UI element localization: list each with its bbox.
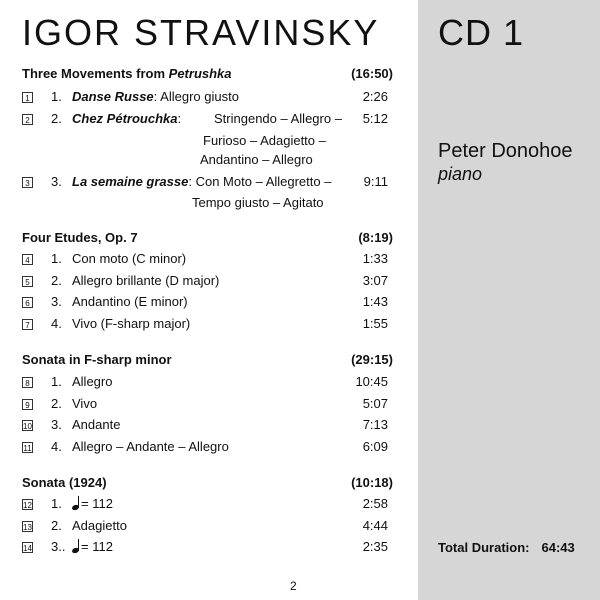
track-number-box: 12	[23, 501, 32, 510]
track-number-box: 13	[23, 523, 32, 532]
section-title-text: Three Movements from	[22, 66, 169, 81]
section-duration: (29:15)	[351, 352, 393, 367]
track-title: Allegro – Andante – Allegro	[72, 439, 229, 454]
track-time: 1:43	[362, 294, 388, 309]
track-number-box: 2	[22, 114, 33, 125]
track-time: 2:35	[362, 539, 388, 554]
tempo-marking: = 112	[81, 496, 113, 511]
track-title: Vivo	[72, 396, 98, 411]
quarter-note-icon	[72, 539, 79, 553]
section-title: Sonata in F-sharp minor	[22, 352, 172, 367]
track-time: 6:09	[362, 439, 388, 454]
tempo-marking: = 112	[81, 539, 113, 554]
section-title	[22, 66, 232, 81]
track-title: Andantino (E minor)	[72, 294, 188, 309]
track-number-box: 7	[22, 319, 33, 330]
movement-number: 4.	[51, 316, 62, 331]
track-number-box: 3	[22, 177, 33, 188]
track-title	[72, 539, 113, 554]
movement-number: 3.	[51, 294, 62, 309]
movement-number: 3.	[51, 417, 62, 432]
track-title-italic: Chez Pétrouchka	[72, 111, 178, 126]
track-title	[72, 111, 181, 126]
track-time: 2:58	[362, 496, 388, 511]
track-title-italic: Danse Russe	[72, 89, 154, 104]
movement-number: 1.	[51, 251, 62, 266]
track-number-box: 14	[23, 544, 32, 553]
section-duration: (8:19)	[358, 230, 393, 245]
track-time: 5:07	[362, 396, 388, 411]
movement-number: 1.	[51, 496, 62, 511]
track-number-box: 8	[22, 377, 33, 388]
track-number-box: 11	[23, 444, 32, 453]
track-number-box: 5	[22, 276, 33, 287]
performer-instrument: piano	[438, 164, 483, 184]
track-time: 7:13	[362, 417, 388, 432]
track-title: Allegro	[72, 374, 113, 389]
movement-number: 2.	[51, 396, 62, 411]
tempo-line: Stringendo – Allegro –	[214, 111, 342, 126]
track-title: Allegro brillante (D major)	[72, 273, 220, 288]
track-title	[72, 174, 331, 189]
movement-number: 2.	[51, 273, 62, 288]
section-title: Four Etudes, Op. 7	[22, 230, 138, 245]
track-title: Andante	[72, 417, 121, 432]
track-number-box: 9	[22, 399, 33, 410]
movement-number: 4.	[51, 439, 62, 454]
track-title: Adagietto	[72, 518, 127, 533]
movement-number: 3..	[51, 539, 66, 554]
track-time: 2:26	[362, 89, 388, 104]
quarter-note-icon	[72, 496, 79, 510]
track-time: 4:44	[362, 518, 388, 533]
track-number-box: 6	[22, 297, 33, 308]
separator: :	[177, 111, 182, 126]
track-title: Vivo (F-sharp major)	[72, 316, 191, 331]
track-time: 5:12	[362, 111, 388, 126]
track-title-italic: La semaine grasse	[72, 174, 189, 189]
tempo-text: Con Moto – Allegretto –	[191, 174, 332, 189]
track-title	[72, 496, 113, 511]
section-title-italic: Petrushka	[168, 66, 232, 81]
separator: :	[153, 89, 158, 104]
track-time: 3:07	[362, 273, 388, 288]
total-duration-value: 64:43	[541, 540, 575, 555]
total-duration	[438, 540, 575, 555]
total-duration-label: Total Duration:	[438, 540, 530, 555]
movement-number: 1.	[51, 374, 62, 389]
track-time: 1:55	[362, 316, 388, 331]
track-number-box: 10	[23, 422, 32, 431]
movement-number: 2.	[51, 518, 62, 533]
performer-name: Peter Donohoe	[438, 140, 573, 162]
track-time: 9:11	[363, 174, 388, 189]
info-panel	[418, 0, 600, 600]
cd-label: CD 1	[438, 12, 525, 53]
track-title	[72, 89, 239, 104]
tempo-line: Tempo giusto – Agitato	[192, 195, 324, 210]
separator: :	[188, 174, 192, 189]
tempo-line: Furioso – Adagietto –	[203, 133, 326, 148]
movement-number: 2.	[51, 111, 62, 126]
composer-title: IGOR STRAVINSKY	[22, 12, 380, 53]
movement-number: 3.	[51, 174, 62, 189]
track-title: Con moto (C minor)	[72, 251, 187, 266]
section-duration: (10:18)	[351, 475, 393, 490]
track-time: 1:33	[362, 251, 388, 266]
track-number-box: 4	[22, 254, 33, 265]
track-number-box: 1	[22, 92, 33, 103]
tempo-text: Allegro giusto	[157, 89, 239, 104]
section-title: Sonata (1924)	[22, 475, 107, 490]
movement-number: 1.	[51, 89, 62, 104]
track-time: 10:45	[355, 374, 388, 389]
tempo-line: Andantino – Allegro	[200, 152, 313, 167]
page-number: 2	[290, 579, 297, 593]
section-duration: (16:50)	[351, 66, 393, 81]
